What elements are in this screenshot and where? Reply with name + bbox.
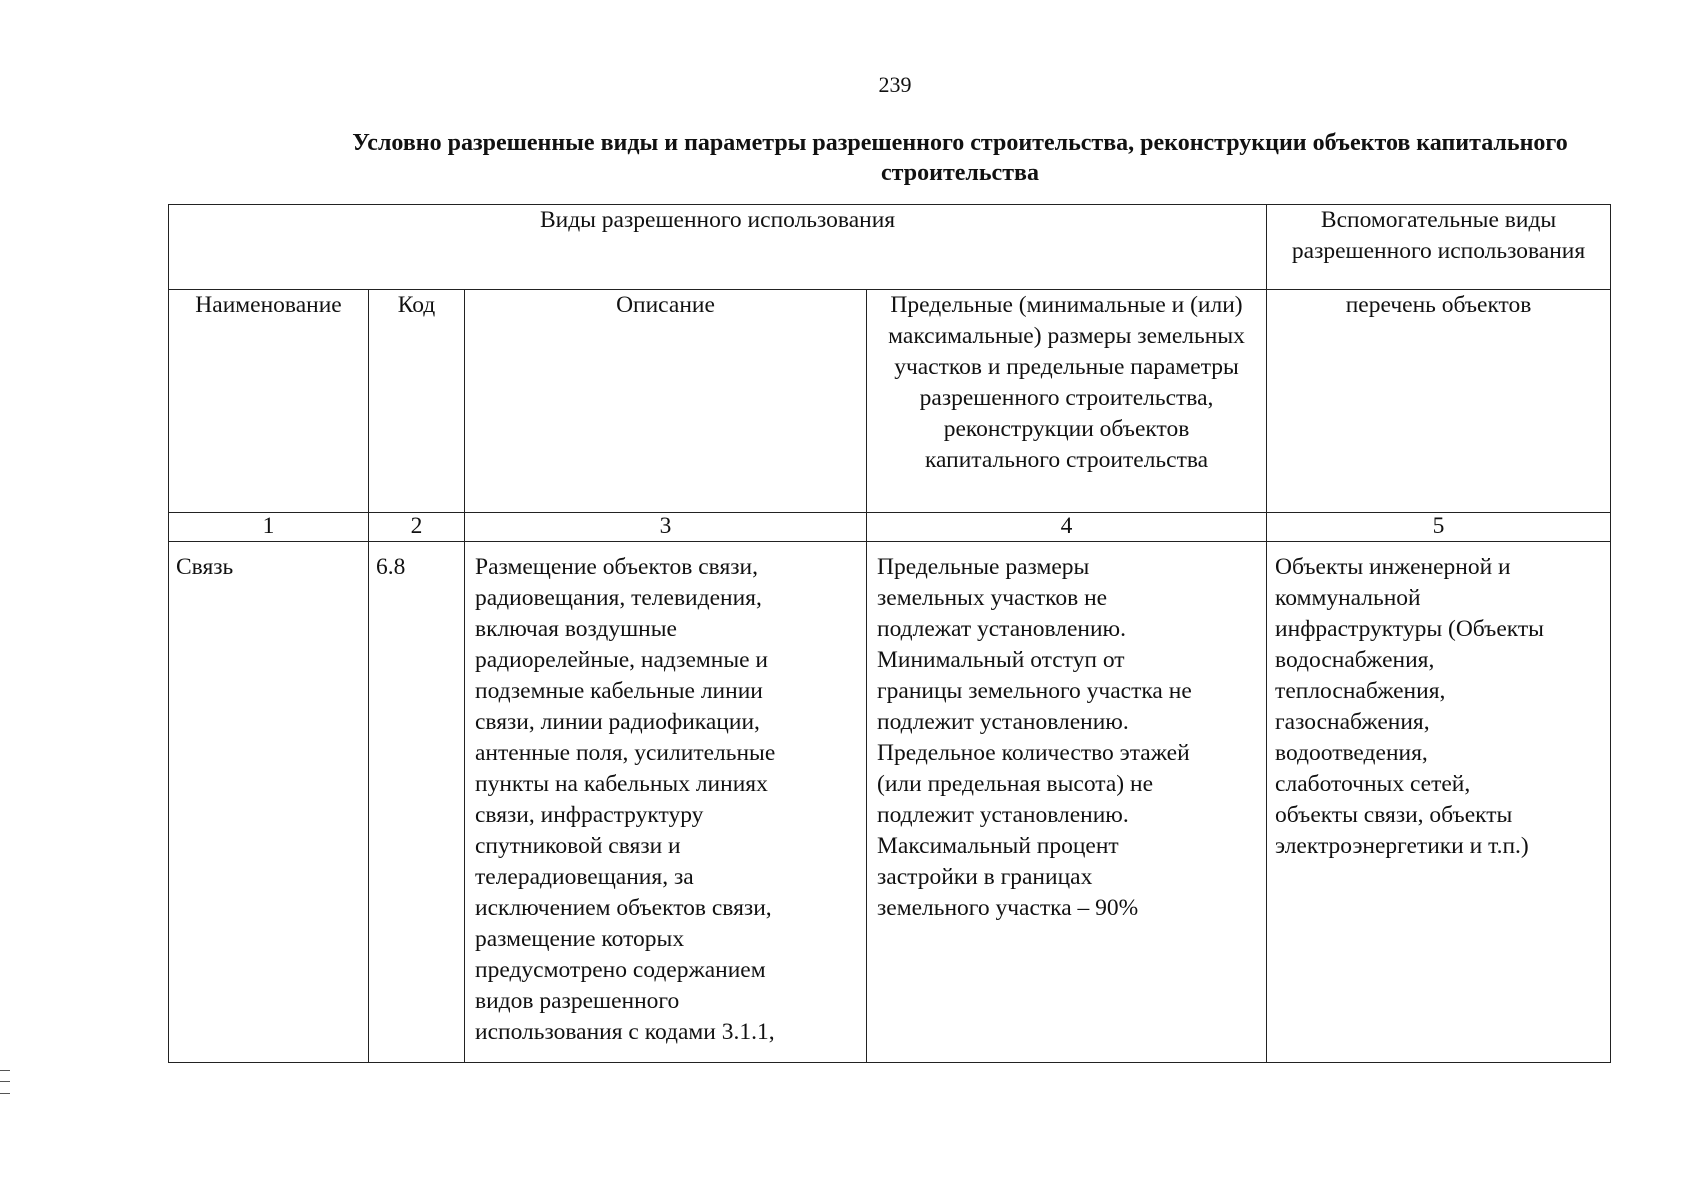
column-number: 2 <box>369 513 465 542</box>
cell-name: Связь <box>169 542 369 1063</box>
table-row <box>169 542 1611 1063</box>
document-title: Условно разрешенные виды и параметры разрешенного строительства, реконструкции объектов капитального строительства <box>352 130 1568 186</box>
header-code: Код <box>369 290 465 513</box>
header-permitted-uses: Виды разрешенного использования <box>169 205 1267 290</box>
header-objects-list: перечень объектов <box>1267 290 1611 513</box>
cell-code: 6.8 <box>369 542 465 1063</box>
header-description: Описание <box>465 290 867 513</box>
cell-limits: Предельные размеры земельных участков не подлежат установлению. Минимальный отступ от границы земельного участка не подлежит установлению. Предельное количество этажей (или предельная высота) не подлежит установлению. Максимальный процент застройки в границах земельного участка – 90% <box>867 542 1267 1063</box>
column-number: 5 <box>1267 513 1611 542</box>
scan-edge-marks <box>0 1070 10 1094</box>
header-name: Наименование <box>169 290 369 513</box>
column-number-row <box>169 513 1611 542</box>
land-use-table <box>168 204 1611 1063</box>
cell-description: Размещение объектов связи, радиовещания, телевидения, включая воздушные радиорелейные, надземные и подземные кабельные линии связи, линии радиофикации, антенные поля, усилительные пункты на кабельных линиях связи, инфраструктуру спутниковой связи и телерадиовещания, за исключением объектов связи, размещение которых предусмотрено содержанием видов разрешенного использования с кодами 3.1.1, <box>465 542 867 1063</box>
column-number: 4 <box>867 513 1267 542</box>
column-number: 1 <box>169 513 369 542</box>
column-number: 3 <box>465 513 867 542</box>
column-header-row <box>169 290 1611 513</box>
header-limits: Предельные (минимальные и (или) максимальные) размеры земельных участков и предельные параметры разрешенного строительства, реконструкции объектов капитального строительства <box>867 290 1267 513</box>
group-header-row <box>169 205 1611 290</box>
cell-objects-list: Объекты инженерной и коммунальной инфраструктуры (Объекты водоснабжения, теплоснабжения, газоснабжения, водоотведения, слаботочных сетей, объекты связи, объекты электроэнергетики и т.п.) <box>1267 542 1611 1063</box>
header-auxiliary-uses: Вспомогательные виды разрешенного использования <box>1267 205 1611 290</box>
page-number: 239 <box>878 72 912 97</box>
